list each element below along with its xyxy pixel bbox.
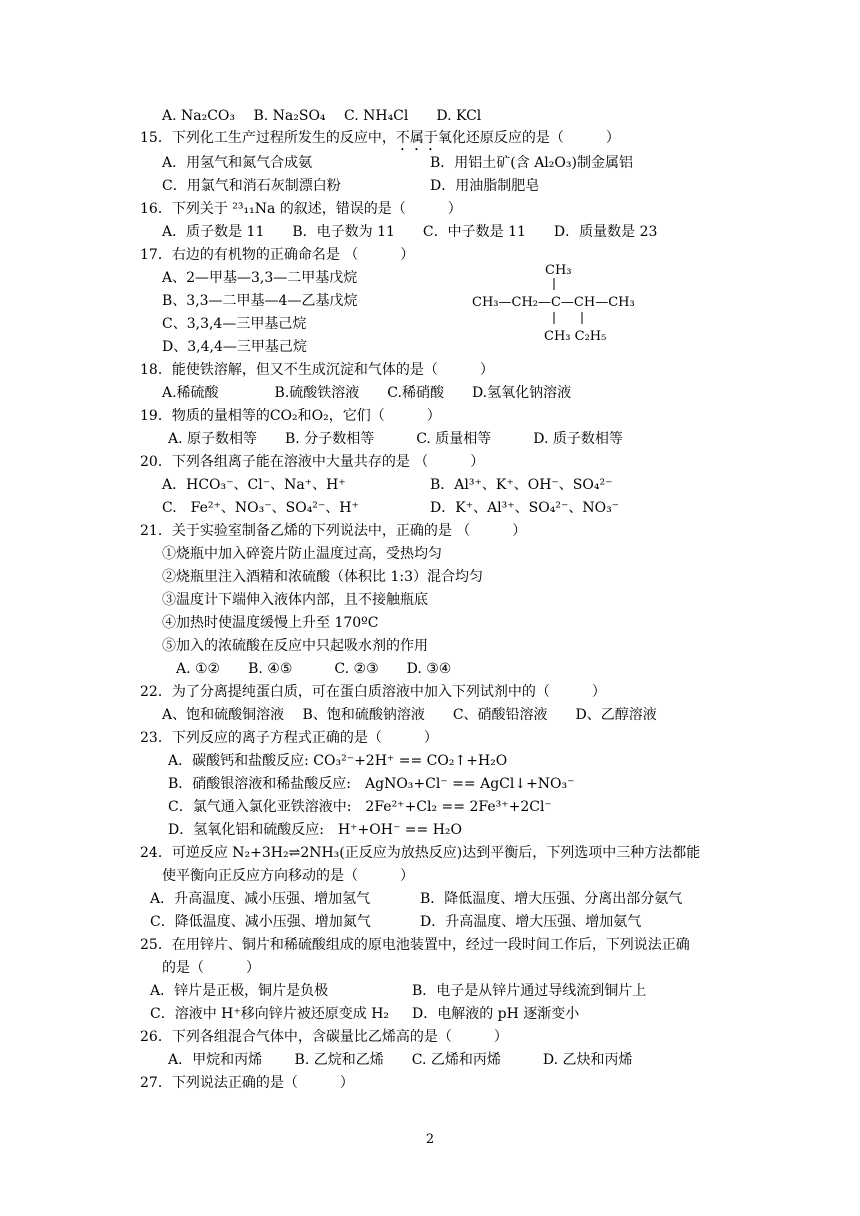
- q15-option-b: B．用铝土矿(含 Al₂O₃)制金属铝: [430, 155, 633, 171]
- q15-stem: [140, 128, 620, 154]
- q18-options: A.稀硫酸 B.硫酸铁溶液 C.稀硝酸 D.氢氧化钠溶液: [162, 385, 572, 401]
- formula-main-chain: CH₃—CH₂—C—CH—CH₃: [472, 295, 635, 310]
- q17-option-d: D、3,4,4—三甲基己烷: [162, 339, 307, 355]
- q25-option-a: A．锌片是正极，铜片是负极: [150, 983, 329, 999]
- q17-structural-formula: [470, 258, 640, 350]
- q27-stem: 27．下列说法正确的是（ ）: [140, 1075, 354, 1091]
- q21-stem: 21．关于实验室制备乙烯的下列说法中，正确的是 （ ）: [140, 523, 527, 539]
- q22-options: A、饱和硫酸铜溶液 B、饱和硫酸钠溶液 C、硝酸铅溶液 D、乙醇溶液: [162, 707, 657, 723]
- q23-option-a: A．碳酸钙和盐酸反应: CO₃²⁻+2H⁺ == CO₂↑+H₂O: [168, 753, 508, 769]
- page-number: 2: [425, 1132, 435, 1147]
- q25-option-b: B．电子是从锌片通过导线流到铜片上: [412, 983, 647, 999]
- q23-stem: 23．下列反应的离子方程式正确的是（ ）: [140, 730, 438, 746]
- q20-option-b: B．Al³⁺、K⁺、OH⁻、SO₄²⁻: [430, 477, 613, 493]
- q21-statement-4: ④加热时使温度缓慢上升至 170ºC: [162, 615, 379, 631]
- q15-option-d: D．用油脂制肥皂: [430, 178, 540, 194]
- q23-option-d: D．氢氧化铝和硫酸反应: H⁺+OH⁻ == H₂O: [168, 822, 463, 838]
- q16-options: A．质子数是 11 B．电子数为 11 C．中子数是 11 D．质量数是 23: [162, 224, 658, 240]
- q15-stem-pre: 15．下列化工生产过程所发生的反应中，: [140, 130, 396, 146]
- q24-option-b: B．降低温度、增大压强、分离出部分氨气: [420, 891, 683, 907]
- q20-option-d: D．K⁺、Al³⁺、SO₄²⁻、NO₃⁻: [430, 500, 620, 516]
- q16-stem: 16．下列关于 ²³₁₁Na 的叙述，错误的是（ ）: [140, 201, 462, 217]
- q17-option-b: B、3,3—二甲基—4—乙基戊烷: [162, 293, 358, 309]
- q22-stem: 22．为了分离提纯蛋白质，可在蛋白质溶液中加入下列试剂中的（ ）: [140, 684, 606, 700]
- q24-stem-line-2: 使平衡向正反应方向移动的是（ ）: [162, 868, 414, 884]
- q19-options: A. 原子数相等 B. 分子数相等 C. 质量相等 D. 质子数相等: [168, 431, 623, 447]
- q21-statement-3: ③温度计下端伸入液体内部，且不接触瓶底: [162, 592, 428, 608]
- q15-option-a: A．用氢气和氮气合成氨: [162, 155, 313, 171]
- q15-stem-post: 氧化还原反应的是（ ）: [437, 130, 620, 146]
- q24-option-d: D．升高温度、增大压强、增加氨气: [420, 914, 642, 930]
- q15-stem-emphasis: 不属于: [395, 130, 438, 146]
- q24-option-c: C．降低温度、减小压强、增加氮气: [150, 914, 371, 930]
- q23-option-c: C．氯气通入氯化亚铁溶液中: 2Fe²⁺+Cl₂ == 2Fe³⁺+2Cl⁻: [168, 799, 552, 815]
- q21-options: A. ①② B. ④⑤ C. ②③ D. ③④: [176, 661, 452, 677]
- q20-option-c: C. Fe²⁺、NO₃⁻、SO₄²⁻、H⁺: [162, 500, 359, 516]
- q25-option-c: C．溶液中 H⁺移向锌片被还原变成 H₂: [150, 1006, 390, 1022]
- q25-stem-line-2: 的是（ ）: [162, 960, 260, 976]
- q26-options: A．甲烷和丙烯 B. 乙烷和乙烯 C. 乙烯和丙烯 D. 乙炔和丙烯: [168, 1052, 633, 1068]
- q25-stem-line-1: 25．在用锌片、铜片和稀硫酸组成的原电池装置中，经过一段时间工作后，下列说法正确: [140, 937, 690, 953]
- q19-stem: 19．物质的量相等的CO₂和O₂，它们（ ）: [140, 408, 441, 424]
- q15-option-c: C．用氯气和消石灰制漂白粉: [162, 178, 341, 194]
- q23-option-b: B．硝酸银溶液和稀盐酸反应: AgNO₃+Cl⁻ == AgCl↓+NO₃⁻: [168, 776, 575, 792]
- q21-statement-1: ①烧瓶中加入碎瓷片防止温度过高，受热均匀: [162, 546, 442, 562]
- q17-option-a: A、2—甲基—3,3—二甲基戊烷: [162, 270, 358, 286]
- q14-options: A. Na₂CO₃ B. Na₂SO₄ C. NH₄Cl D. KCl: [162, 108, 482, 124]
- q26-stem: 26．下列各组混合气体中，含碳量比乙烯高的是（ ）: [140, 1029, 508, 1045]
- formula-bottom-groups: CH₃ C₂H₅: [544, 329, 607, 344]
- q24-option-a: A．升高温度、减小压强、增加氢气: [150, 891, 371, 907]
- q17-stem: 17．右边的有机物的正确命名是 （ ）: [140, 247, 415, 263]
- q20-option-a: A．HCO₃⁻、Cl⁻、Na⁺、H⁺: [162, 477, 346, 493]
- q21-statement-2: ②烧瓶里注入酒精和浓硫酸（体积比 1:3）混合均匀: [162, 569, 483, 585]
- q17-option-c: C、3,3,4—三甲基己烷: [162, 316, 307, 332]
- q25-option-d: D．电解液的 pH 逐渐变小: [412, 1006, 580, 1022]
- q24-stem-line-1: 24．可逆反应 N₂+3H₂⇌2NH₃(正反应为放热反应)达到平衡后，下列选项中三种方法都能: [140, 845, 701, 861]
- q18-stem: 18．能使铁溶解，但又不生成沉淀和气体的是（ ）: [140, 362, 494, 378]
- formula-top-group: CH₃: [545, 263, 572, 278]
- q20-stem: 20．下列各组离子能在溶液中大量共存的是 （ ）: [140, 454, 485, 470]
- q21-statement-5: ⑤加入的浓硫酸在反应中只起吸水剂的作用: [162, 638, 428, 654]
